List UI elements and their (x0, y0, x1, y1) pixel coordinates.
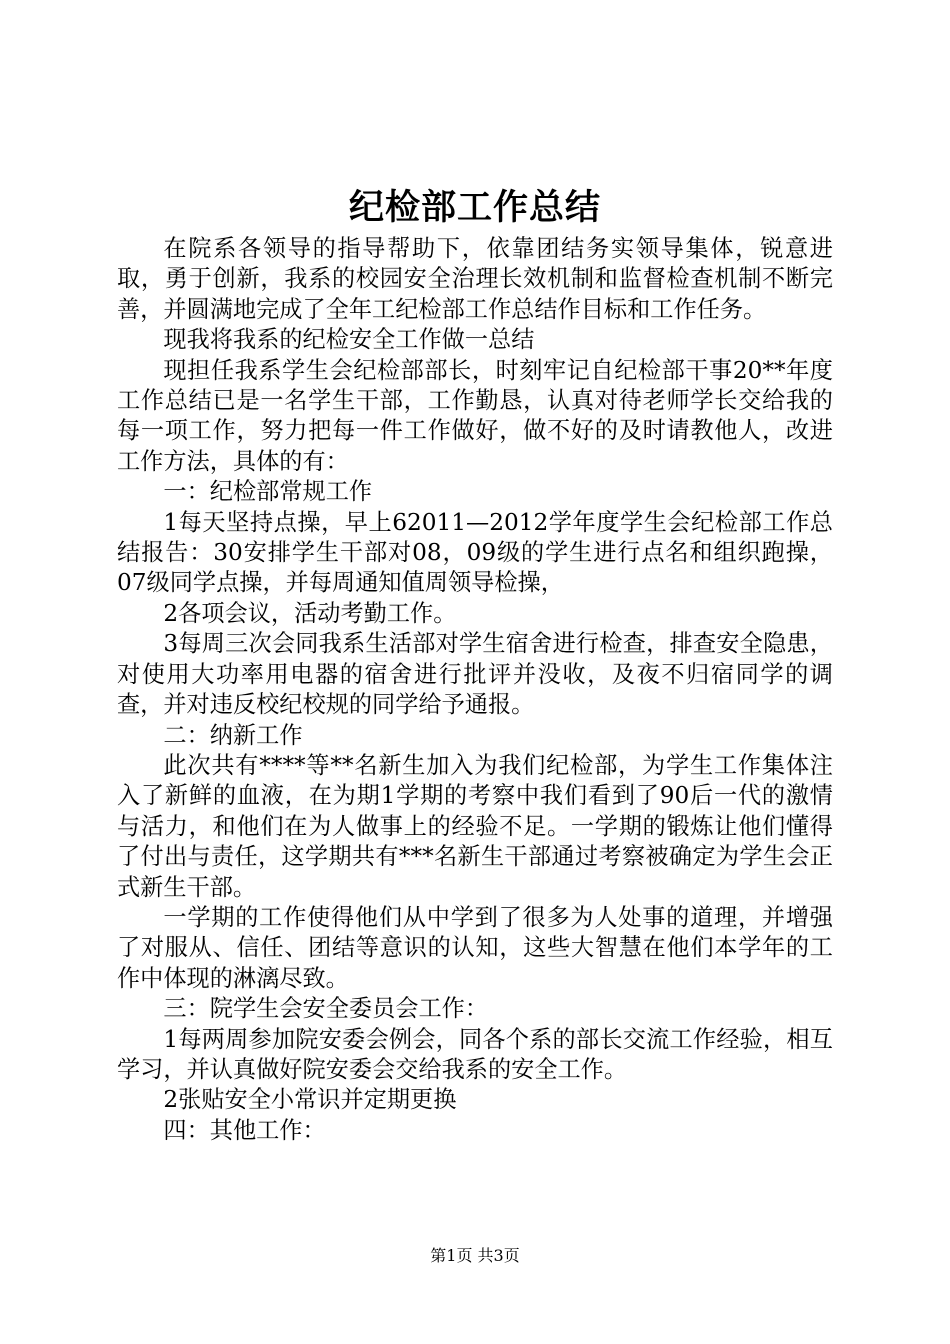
section-heading-other: 四：其他工作： (163, 1116, 326, 1144)
paragraph-routine-2: 2各项会议，活动考勤工作。 (163, 599, 457, 627)
document-body (117, 234, 833, 1146)
paragraph-summary-lead: 现我将我系的纪检安全工作做一总结 (163, 326, 535, 354)
paragraph-routine-1: 1每天坚持点操，早上62011—2012学年度学生会纪检部工作总结报告：30安排学生干部对08，09级的学生进行点名和组织跑操，07级同学点操，并每周通知值周领导检操， (117, 508, 833, 597)
page-footer: 第1页 共3页 (430, 1246, 520, 1265)
paragraph-role: 现担任我系学生会纪检部部长，时刻牢记自纪检部干事20**年度工作总结已是一名学生干部，工作勤恳，认真对待老师学长交给我的每一项工作，努力把每一件工作做好，做不好的及时请教他人，改进工作方法，具体的有： (117, 356, 833, 475)
paragraph-recruit-2: 一学期的工作使得他们从中学到了很多为人处事的道理，并增强了对服从、信任、团结等意识的认知，这些大智慧在他们本学年的工作中体现的淋漓尽致。 (117, 903, 833, 992)
section-heading-recruit: 二：纳新工作 (163, 721, 303, 749)
paragraph-intro: 在院系各领导的指导帮助下，依靠团结务实领导集体，锐意进取，勇于创新，我系的校园安全治理长效机制和监督检查机制不断完善，并圆满地完成了全年工纪检部工作总结作目标和工作任务。 (117, 235, 833, 323)
paragraph-recruit-1: 此次共有****等**名新生加入为我们纪检部，为学生工作集体注入了新鲜的血液，在为期1学期的考察中我们看到了90后一代的激情与活力，和他们在为人做事上的经验不足。一学期的锻炼让他们懂得了付出与责任，这学期共有***名新生干部通过考察被确定为学生会正式新生干部。 (117, 751, 833, 901)
section-heading-safety: 三：院学生会安全委员会工作： (163, 995, 489, 1023)
section-heading-routine: 一：纪检部常规工作 (163, 478, 373, 506)
paragraph-safety-1: 1每两周参加院安委会例会，同各个系的部长交流工作经验，相互学习，并认真做好院安委会交给我系的安全工作。 (117, 1025, 833, 1083)
document-title: 纪检部工作总结 (348, 187, 601, 228)
paragraph-safety-2: 2张贴安全小常识并定期更换 (163, 1086, 457, 1114)
paragraph-routine-3: 3每周三次会同我系生活部对学生宿舍进行检查，排查安全隐患，对使用大功率用电器的宿舍进行批评并没收，及夜不归宿同学的调查，并对违反校纪校规的同学给予通报。 (117, 630, 833, 719)
